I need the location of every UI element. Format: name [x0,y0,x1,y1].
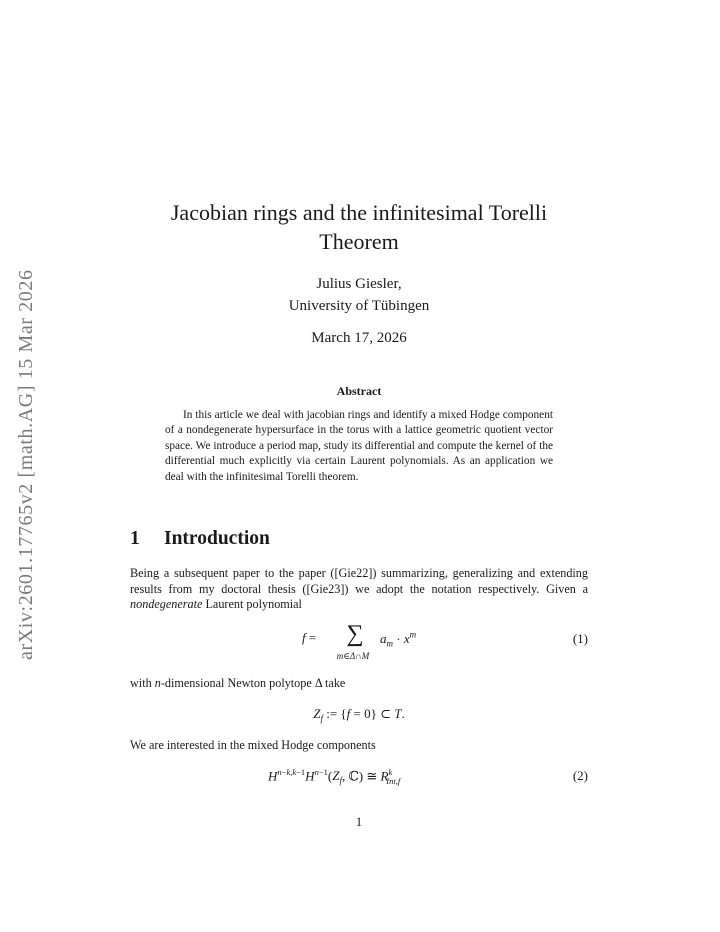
paper-date: March 17, 2026 [311,330,407,346]
intro-paragraph-1 [130,566,588,613]
intro-text-part-1: Being a subsequent paper to the paper ([Gie22]) summarizing, generalizing and extending results from my doctoral thesis ([Gie23]) we adopt the notation respectively. Given a [130,566,588,596]
paper-title [130,198,588,256]
title-line-2: Theorem [319,229,399,254]
section-heading-introduction [130,528,270,550]
equation-1-body: f = [302,630,317,645]
title-line-1: Jacobian rings and the infinitesimal Torelli [170,200,548,225]
author-name: Julius Giesler, [316,276,402,292]
author-affiliation: University of Tübingen [288,298,430,314]
intro-text-part-2: Laurent polynomial [202,597,302,612]
equation-1 [130,621,588,666]
section-number: 1 [130,528,140,549]
abstract-body-text: In this article we deal with jacobian rings and identify a mixed Hodge component of a nondegenerate hypersurface in the torus with a lattice geometric quotient vector space. We introduce a period map, study its differential and compute the kernel of the differential much explicitly via certain Laurent polynomials. As an application we deal with the infinitesimal Torelli theorem. [165,409,553,483]
section-title: Introduction [164,528,270,549]
para2-text-2: -dimensional Newton polytope Δ take [160,676,346,690]
paragraph-newton-polytope [130,676,588,692]
arxiv-identifier-stamp: arXiv:2601.17765v2 [math.AG] 15 Mar 2026 [15,269,37,660]
para2-variable: n [154,676,161,690]
equation-1-rhs: $a_m \cdot x^m$ [380,630,417,649]
intro-emphasis: nondegenerate [130,597,203,612]
page-number: 1 [355,815,363,829]
abstract-heading: Abstract [336,384,382,398]
para2-text-1: with [130,676,155,690]
paragraph-mixed-hodge: We are interested in the mixed Hodge components [130,738,376,752]
equation-2-number: (2) [572,768,588,783]
equation-zf-definition: $Z_f$ := {f = 0} ⊂ T. [313,706,405,724]
equation-2-body: $H^{n-k,k-1}H^{n-1}(Z_f$, ℂ) ≅ $R^k_{Int,f}$ [268,767,401,786]
abstract-text [165,408,553,485]
equation-1-number: (1) [572,631,588,646]
equation-2 [130,767,588,789]
summation-symbol: ∑ m∈Δ∩M [336,621,370,661]
